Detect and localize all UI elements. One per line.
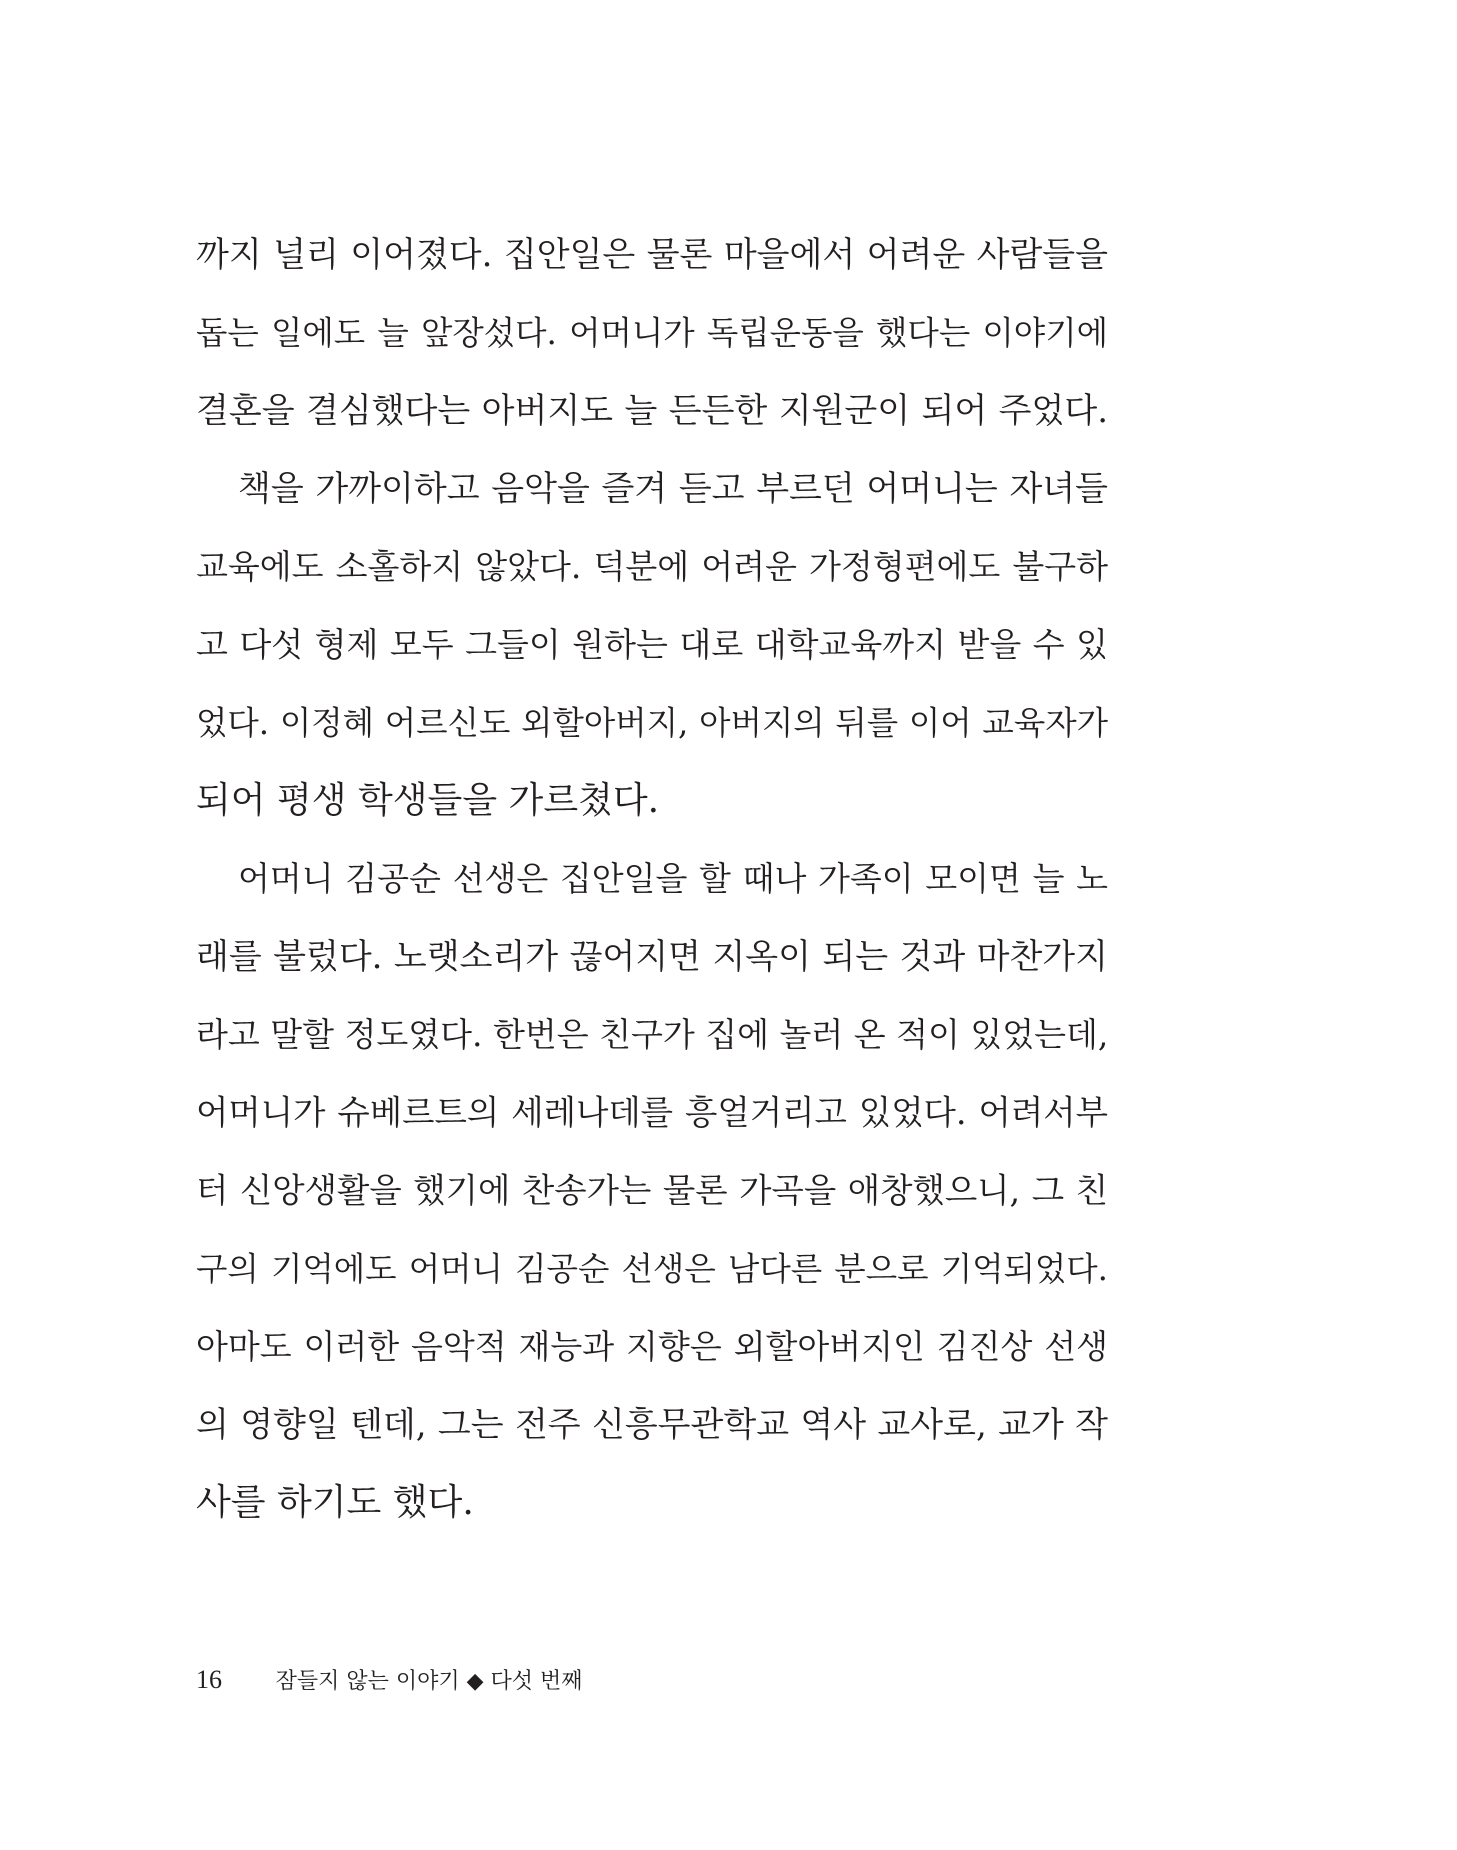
running-title: 잠들지 않는 이야기 ◆ 다섯 번째 xyxy=(275,1669,583,1694)
text-line: 어머니 김공순 선생은 집안일을 할 때나 가족이 모이면 늘 노 xyxy=(238,859,1108,898)
text-line: 돕는 일에도 늘 앞장섰다. 어머니가 독립운동을 했다는 이야기에 xyxy=(196,314,1108,352)
text-line: 결혼을 결심했다는 아버지도 늘 든든한 지원군이 되어 주었다. xyxy=(196,391,1108,431)
text-line: 되어 평생 학생들을 가르쳤다. xyxy=(196,780,660,821)
text-line: 래를 불렀다. 노랫소리가 끊어지면 지옥이 되는 것과 마찬가지 xyxy=(196,937,1108,977)
text-line: 책을 가까이하고 음악을 즐겨 듣고 부르던 어머니는 자녀들 xyxy=(238,469,1108,509)
body-text xyxy=(196,216,1108,1542)
text-line: 터 신앙생활을 했기에 찬송가는 물론 가곡을 애창했으니, 그 친 xyxy=(196,1171,1108,1210)
text-line: 구의 기억에도 어머니 김공순 선생은 남다른 분으로 기억되었다. xyxy=(196,1250,1108,1288)
page-footer xyxy=(196,1660,583,1700)
text-line: 어머니가 슈베르트의 세레나데를 흥얼거리고 있었다. 어려서부 xyxy=(196,1093,1108,1132)
text-line: 었다. 이정혜 어르신도 외할아버지, 아버지의 뒤를 이어 교육자가 xyxy=(196,704,1108,742)
page-number: 16 xyxy=(196,1665,222,1694)
text-line: 의 영향일 텐데, 그는 전주 신흥무관학교 역사 교사로, 교가 작 xyxy=(196,1405,1108,1445)
text-line: 사를 하기도 했다. xyxy=(196,1482,474,1523)
text-line: 라고 말할 정도였다. 한번은 친구가 집에 놀러 온 적이 있었는데, xyxy=(196,1015,1109,1054)
text-line: 아마도 이러한 음악적 재능과 지향은 외할아버지인 김진상 선생 xyxy=(196,1327,1108,1366)
text-line: 고 다섯 형제 모두 그들이 원하는 대로 대학교육까지 받을 수 있 xyxy=(196,625,1108,664)
text-line: 까지 널리 이어졌다. 집안일은 물론 마을에서 어려운 사람들을 xyxy=(196,235,1108,275)
text-line: 교육에도 소홀하지 않았다. 덕분에 어려운 가정형편에도 불구하 xyxy=(196,547,1108,586)
